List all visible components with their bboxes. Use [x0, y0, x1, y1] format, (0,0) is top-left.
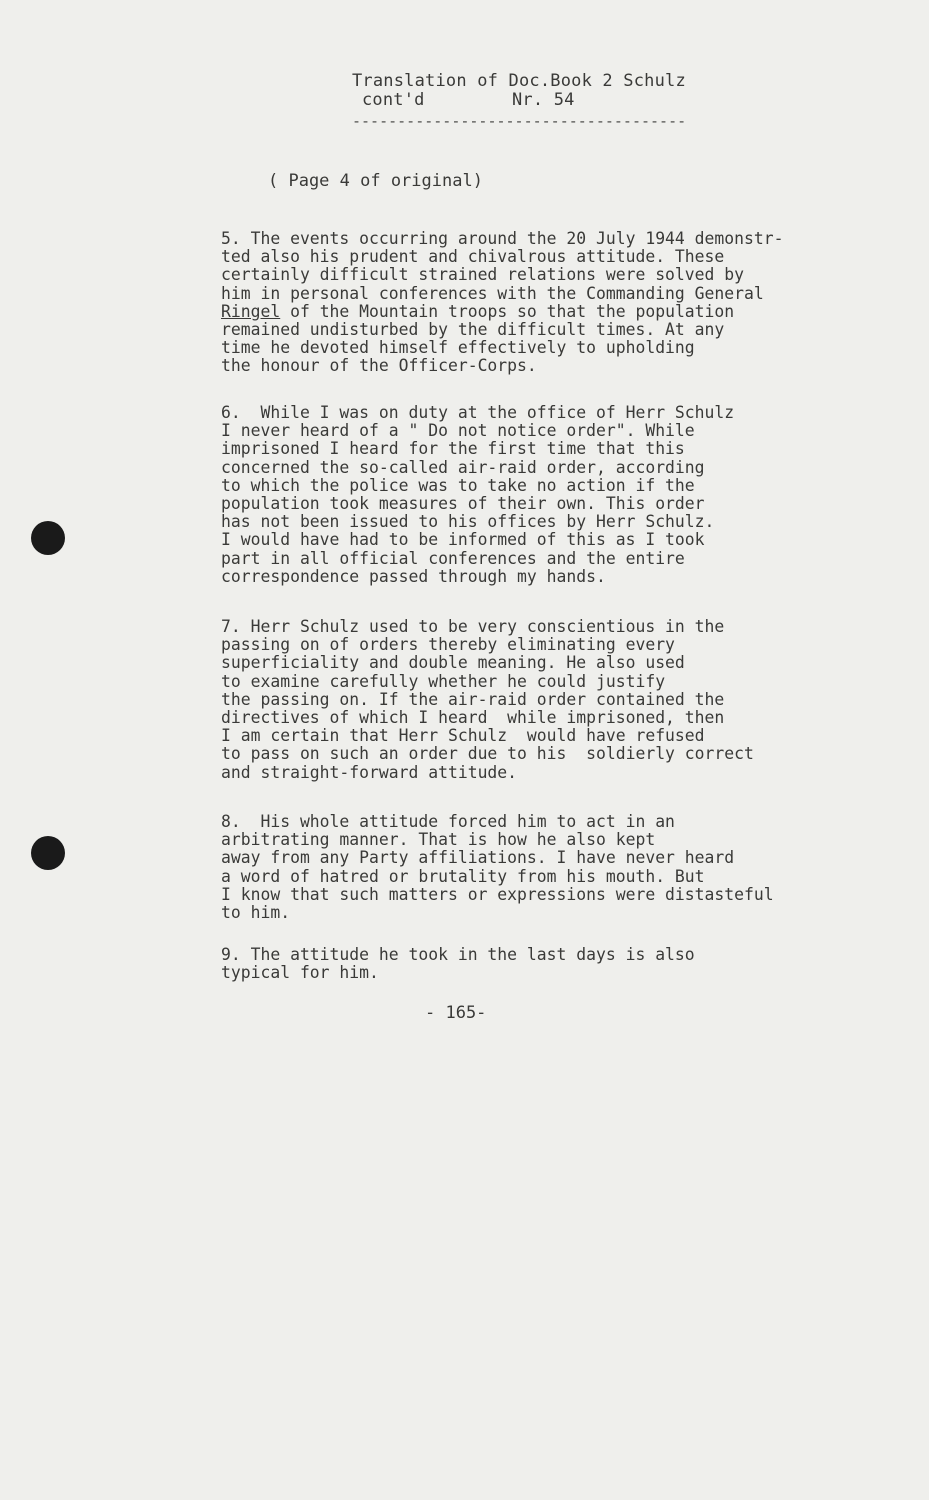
paragraph-5 [221, 230, 881, 376]
paragraph-5-text-a: 5. The events occurring around the 20 July 1944 demonstr- ted also his prudent and chivalrous attitude. These certainly difficult strained relations were solved by him in personal conferences with the Commanding General [221, 229, 784, 303]
header-title: Translation of Doc.Book 2 Schulz [352, 71, 686, 91]
paragraph-9: 9. The attitude he took in the last days is also typical for him. [221, 945, 695, 983]
paragraph-5-text-b: of the Mountain troops so that the population remained undisturbed by the difficult times. At any time he devoted himself effectively to upholding the honour of the Officer-Corps. [221, 301, 735, 376]
original-page-reference: ( Page 4 of original) [268, 171, 483, 191]
paragraph-8: 8. His whole attitude forced him to act in an arbitrating manner. That is how he also kept away from any Party affiliations. I have never heard a word of hatred or brutality from his mouth. But I know that such matters or expressions were distasteful to him. [221, 812, 774, 923]
header-contd: cont'd [362, 90, 425, 110]
punch-hole-icon [31, 521, 65, 555]
header-subline [352, 91, 686, 110]
page-number: - 165- [425, 1003, 487, 1023]
paragraph-6: 6. While I was on duty at the office of Herr Schulz I never heard of a " Do not notice order". While imprisoned I heard for the first time that this concerned the so-called air-raid order, according to which the police was to take no action if the population took measures of their own. This order has not been issued to his offices by Herr Schulz. I would have had to be informed of this as I took part in all official conferences and the entire correspondence passed through my hands. [221, 403, 735, 586]
paragraph-5-underlined-name: Ringel [221, 301, 281, 321]
header-rule: ------------------------------------- [352, 112, 687, 130]
document-header [352, 72, 686, 110]
paragraph-7: 7. Herr Schulz used to be very conscientious in the passing on of orders thereby eliminating every superficiality and double meaning. He also used to examine carefully whether he could justify the passing on. If the air-raid order contained the directives of which I heard while imprisoned, then I am certain that Herr Schulz would have refused to pass on such an order due to his soldierly correct and straight-forward attitude. [221, 617, 754, 782]
punch-hole-icon [31, 836, 65, 870]
header-doc-number: Nr. 54 [512, 90, 575, 110]
